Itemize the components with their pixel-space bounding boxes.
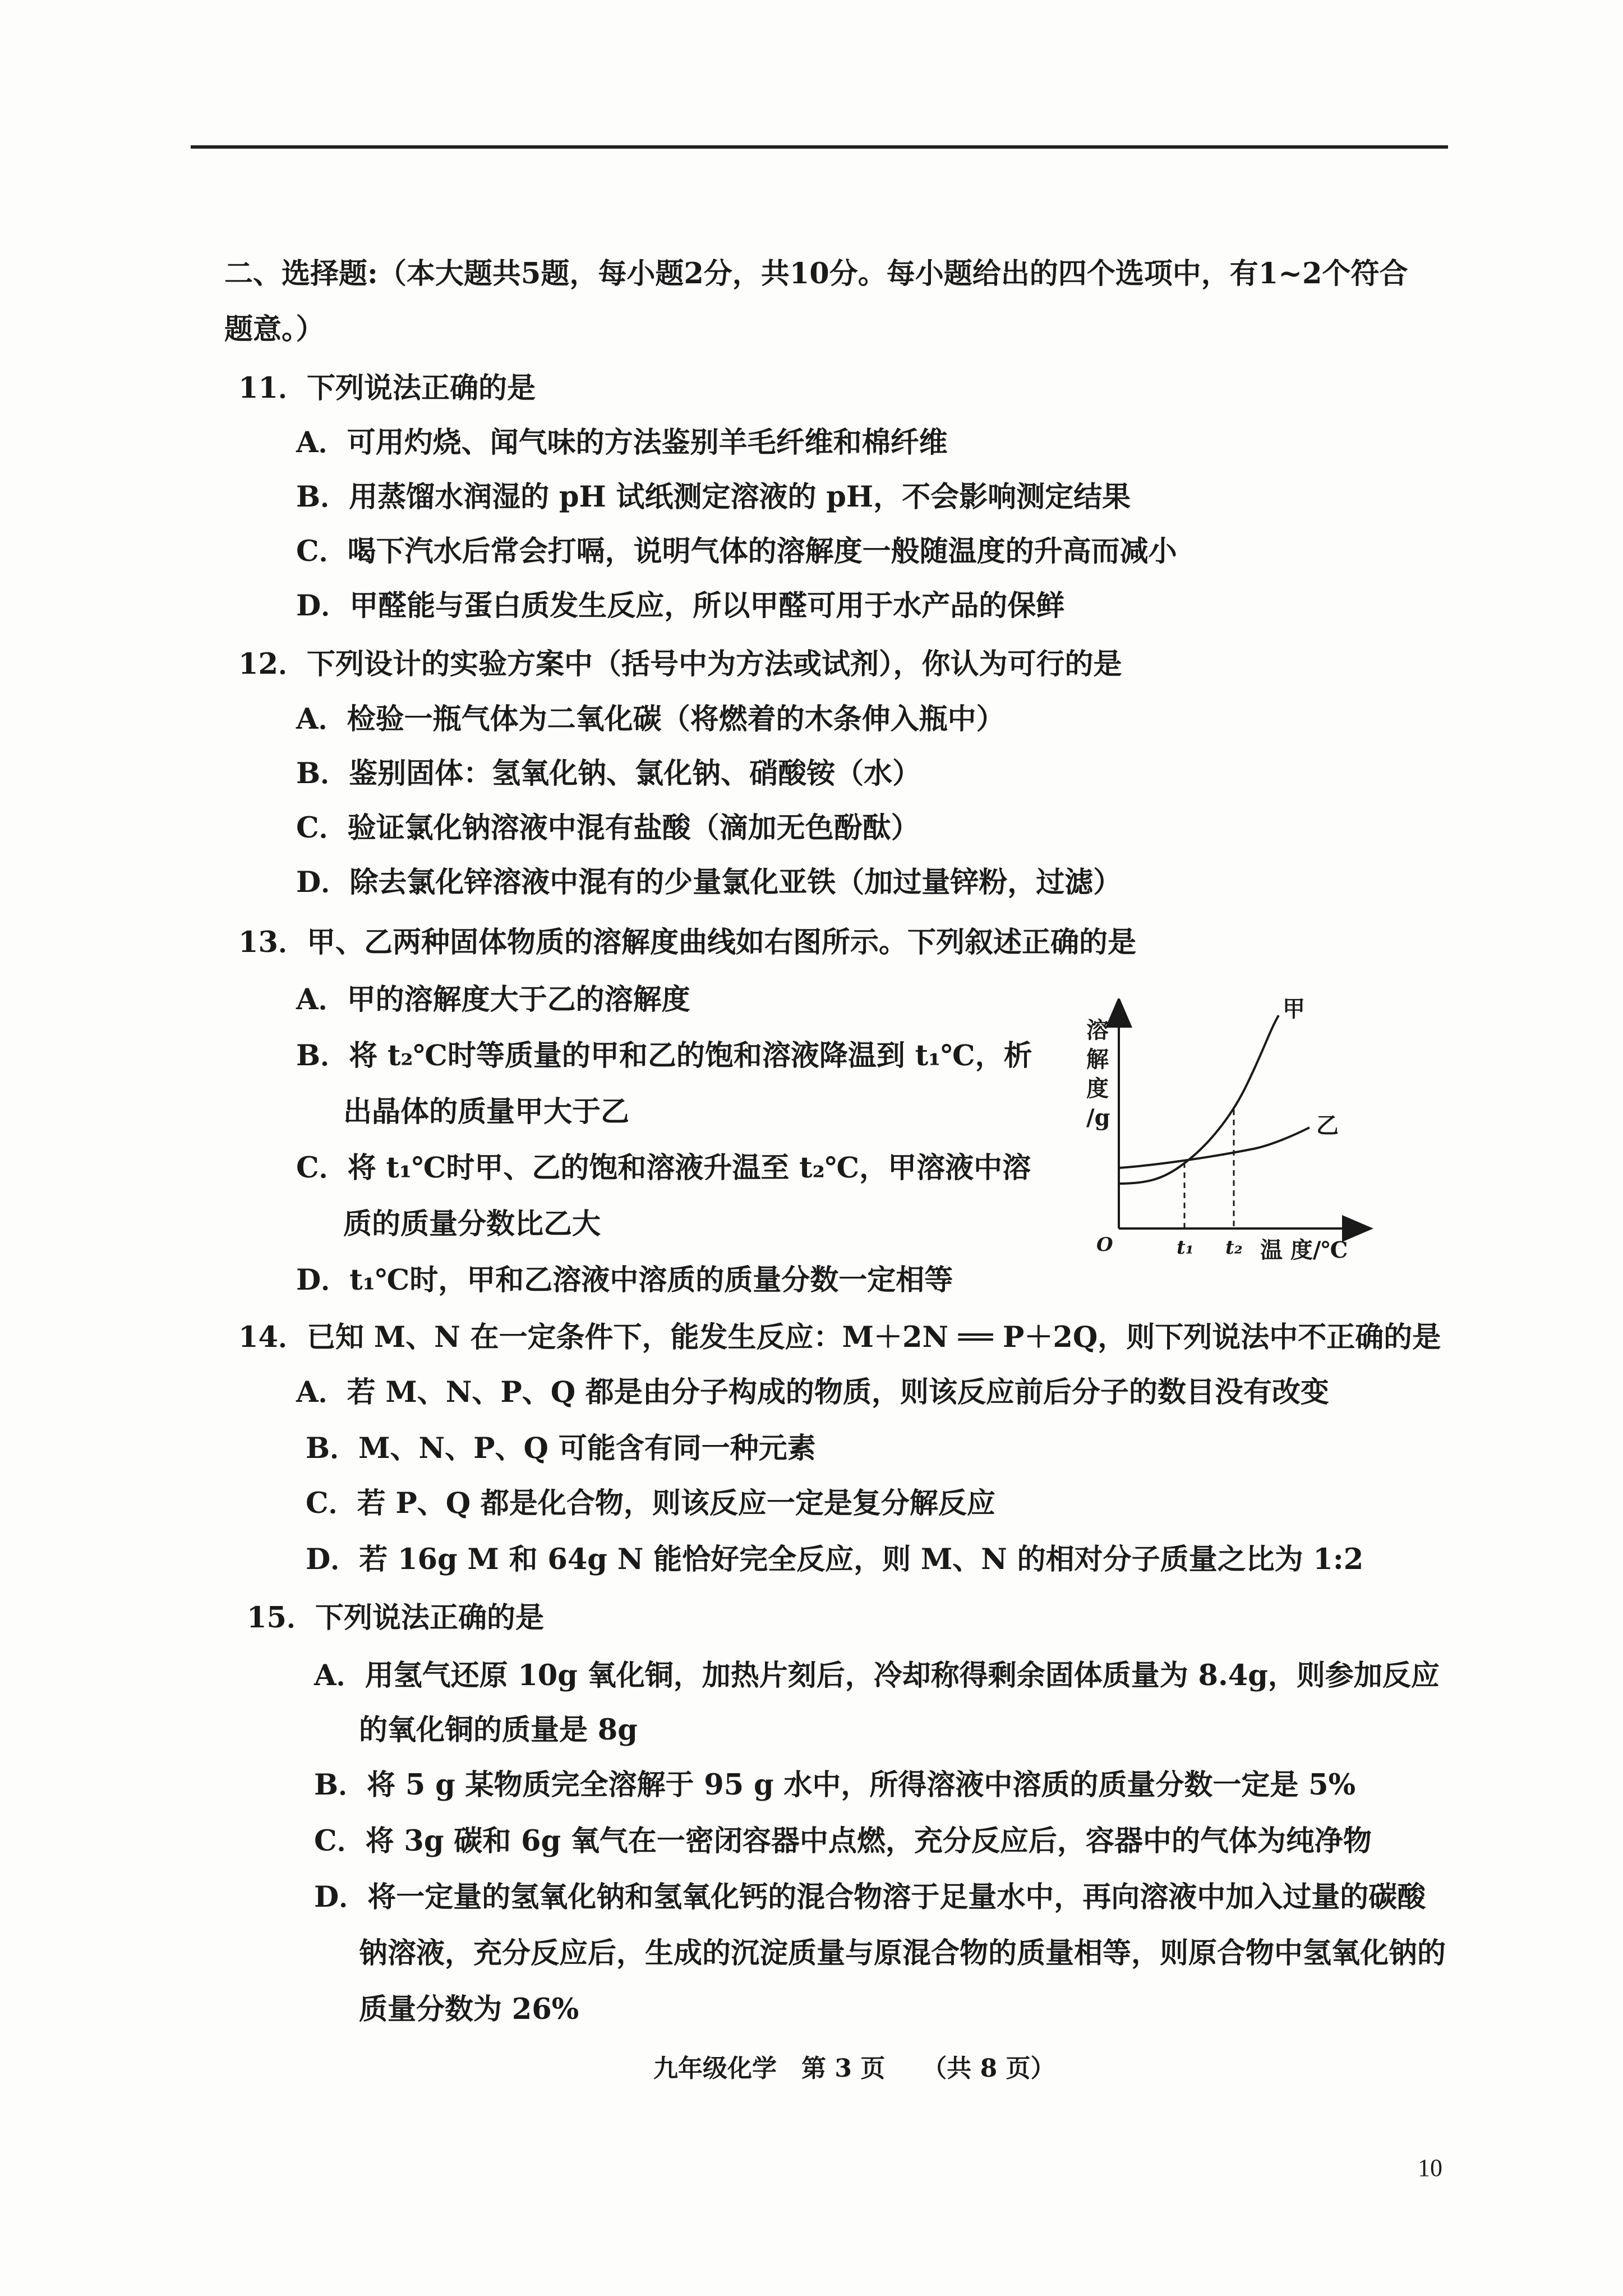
question-14-option-d: D．若 16g M 和 64g N 能恰好完全反应，则 M、N 的相对分子质量之比为 1:2	[306, 1543, 1364, 1576]
question-14-stem: 14．已知 M、N 在一定条件下，能发生反应：M＋2N ══ P＋2Q，则下列说法中不正确的是	[238, 1320, 1441, 1354]
top-rule	[191, 145, 1448, 149]
question-14-option-c: C．若 P、Q 都是化合物，则该反应一定是复分解反应	[306, 1487, 995, 1520]
y-label-char-4: /g	[1086, 1105, 1110, 1131]
question-12-option-d: D．除去氯化锌溶液中混有的少量氯化亚铁（加过量锌粉，过滤）	[296, 866, 1122, 899]
page-number: 10	[1418, 2154, 1442, 2182]
question-15-option-d-cont1: 钠溶液，充分反应后，生成的沉淀质量与原混合物的质量相等，则原合物中氢氧化钠的	[359, 1936, 1446, 1970]
question-15-stem: 15．下列说法正确的是	[247, 1601, 544, 1635]
question-12-stem: 12．下列设计的实验方案中（括号中为方法或试剂），你认为可行的是	[238, 647, 1122, 681]
question-13-option-b-cont: 出晶体的质量甲大于乙	[343, 1095, 630, 1129]
question-13-option-b: B．将 t₂℃时等质量的甲和乙的饱和溶液降温到 t₁℃，析	[296, 1039, 1032, 1073]
question-11-stem: 11．下列说法正确的是	[238, 371, 536, 405]
y-label-char-2: 解	[1086, 1046, 1109, 1073]
question-15-option-c: C．将 3g 碳和 6g 氧气在一密闭容器中点燃，充分反应后，容器中的气体为纯净物	[314, 1824, 1372, 1858]
section-heading-line2: 题意。）	[224, 312, 325, 346]
question-13-option-a: A．甲的溶解度大于乙的溶解度	[296, 983, 690, 1016]
question-15-option-a-cont: 的氧化铜的质量是 8g	[359, 1713, 638, 1747]
y-label-char-3: 度	[1086, 1075, 1109, 1102]
page-footer: 九年级化学 第 3 页 （共 8 页）	[653, 2054, 1055, 2083]
question-11-option-a: A．可用灼烧、闻气味的方法鉴别羊毛纤维和棉纤维	[296, 426, 948, 459]
y-label-char-1: 溶	[1086, 1017, 1109, 1043]
section-heading-line1: 二、选择题:（本大题共5题，每小题2分，共10分。每小题给出的四个选项中，有1~2个符合	[224, 257, 1408, 291]
question-11-option-b: B．用蒸馏水润湿的 pH 试纸测定溶液的 pH，不会影响测定结果	[296, 480, 1131, 514]
curve-jia-label: 甲	[1283, 999, 1305, 1022]
question-11-option-c: C．喝下汽水后常会打嗝，说明气体的溶解度一般随温度的升高而减小	[296, 535, 1177, 568]
t2-tick-label: t₂	[1225, 1236, 1243, 1259]
curve-yi-label: 乙	[1316, 1112, 1339, 1139]
x-axis-label: 温 度/℃	[1260, 1237, 1348, 1263]
question-15-option-d: D．将一定量的氢氧化钠和氢氧化钙的混合物溶于足量水中，再向溶液中加入过量的碳酸	[314, 1880, 1426, 1914]
origin-label: O	[1096, 1234, 1113, 1256]
question-15-option-b: B．将 5 g 某物质完全溶解于 95 g 水中，所得溶液中溶质的质量分数一定是 5%	[314, 1768, 1356, 1802]
question-15-option-a: A．用氢气还原 10g 氧化铜，加热片刻后，冷却称得剩余固体质量为 8.4g，则参加反应	[314, 1659, 1440, 1692]
question-13-option-d: D．t₁℃时，甲和乙溶液中溶质的质量分数一定相等	[296, 1263, 953, 1297]
question-14-option-a: A．若 M、N、P、Q 都是由分子构成的物质，则该反应前后分子的数目没有改变	[296, 1375, 1329, 1409]
question-13-option-c: C．将 t₁℃时甲、乙的饱和溶液升温至 t₂℃，甲溶液中溶	[296, 1151, 1031, 1185]
t1-tick-label: t₁	[1177, 1236, 1194, 1259]
solubility-curve-figure	[1085, 999, 1377, 1279]
question-12-option-b: B．鉴别固体：氢氧化钠、氯化钠、硝酸铵（水）	[296, 757, 921, 790]
question-13-stem: 13．甲、乙两种固体物质的溶解度曲线如右图所示。下列叙述正确的是	[238, 926, 1136, 959]
question-11-option-d: D．甲醛能与蛋白质发生反应，所以甲醛可用于水产品的保鲜	[296, 589, 1065, 623]
question-14-option-b: B．M、N、P、Q 可能含有同一种元素	[306, 1432, 816, 1465]
question-12-option-a: A．检验一瓶气体为二氧化碳（将燃着的木条伸入瓶中）	[296, 702, 1005, 736]
question-13-option-c-cont: 质的质量分数比乙大	[343, 1207, 601, 1241]
question-15-option-d-cont2: 质量分数为 26%	[359, 1993, 579, 2026]
question-12-option-c: C．验证氯化钠溶液中混有盐酸（滴加无色酚酞）	[296, 811, 920, 845]
